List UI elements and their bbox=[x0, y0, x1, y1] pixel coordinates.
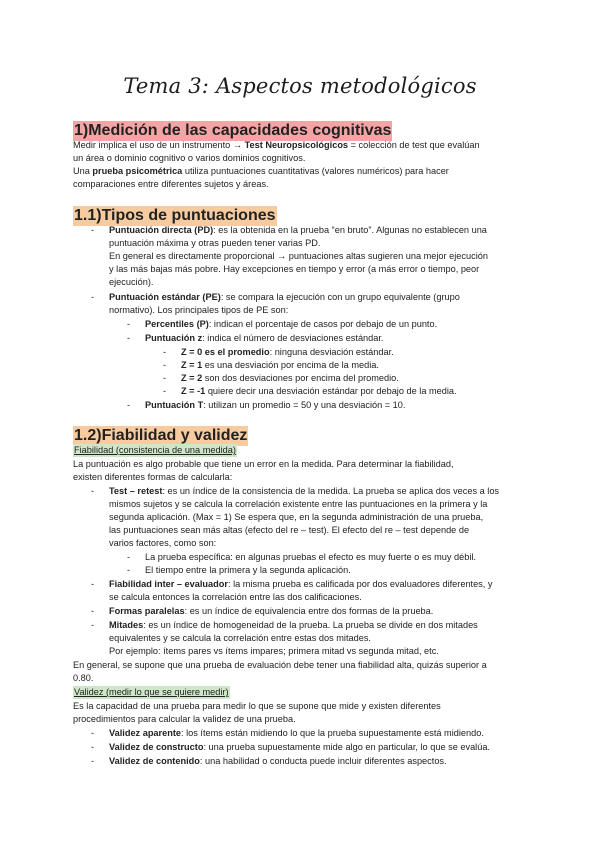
subheading-validez: Validez (medir lo que se quiere medir) bbox=[74, 687, 229, 697]
list-item: Z = 0 es el promedio: ninguna desviación estándar. bbox=[181, 347, 394, 357]
bullet-dash: - bbox=[163, 373, 167, 383]
list-item: Mitades: es un índice de homogeneidad de la prueba. La prueba se divide en dos mitades bbox=[109, 620, 478, 630]
page-title: Tema 3: Aspectos metodológicos bbox=[123, 74, 477, 98]
list-item: Puntuación directa (PD): es la obtenida en la prueba “en bruto”. Algunas no establecen una bbox=[109, 225, 487, 235]
paragraph-line: existen diferentes formas de calcularla: bbox=[73, 472, 233, 482]
paragraph-line: Una prueba psicométrica utiliza puntuaciones cuantitativas (valores numéricos) para hacer bbox=[73, 166, 449, 176]
list-item: Percentiles (P): indican el porcentaje de casos por debajo de un punto. bbox=[145, 319, 438, 329]
list-item: Z = 1 es una desviación por encima de la media. bbox=[181, 360, 379, 370]
bullet-dash: - bbox=[163, 347, 167, 357]
list-item-line: varios factores, como son: bbox=[109, 538, 217, 548]
paragraph-line: comparaciones entre diferentes sujetos y áreas. bbox=[73, 179, 269, 189]
list-item-line: En general es directamente proporcional → puntuaciones altas sugieren una mejor ejecución bbox=[109, 251, 488, 261]
bullet-dash: - bbox=[91, 225, 95, 235]
paragraph-line: 0.80. bbox=[73, 673, 94, 683]
list-item-line: y las más bajas más pobre. Hay excepciones en tiempo y error (a más error o tiempo, peor bbox=[109, 264, 480, 274]
bullet-dash: - bbox=[91, 606, 95, 616]
paragraph-line: La puntuación es algo probable que tiene un error en la medida. Para determinar la fiabilidad, bbox=[73, 459, 454, 469]
paragraph-line: procedimientos para calcular la validez de una prueba. bbox=[73, 714, 296, 724]
list-item-line: equivalentes y se calcula la correlación entre estas dos mitades. bbox=[109, 633, 371, 643]
bullet-dash: - bbox=[127, 319, 131, 329]
list-item-line: normativo). Los principales tipos de PE son: bbox=[109, 305, 289, 315]
bullet-dash: - bbox=[127, 552, 131, 562]
paragraph-line: Es la capacidad de una prueba para medir lo que se supone que mide y existen diferentes bbox=[73, 701, 441, 711]
section-heading-tipos-puntuaciones: 1.1)Tipos de puntuaciones bbox=[74, 207, 276, 224]
section-heading-fiabilidad-validez: 1.2)Fiabilidad y validez bbox=[74, 427, 248, 444]
bullet-dash: - bbox=[91, 742, 95, 752]
bullet-dash: - bbox=[91, 486, 95, 496]
bullet-dash: - bbox=[91, 579, 95, 589]
list-item-line: segunda aplicación. (Max = 1) Se espera que, en la segunda administración de una prueba, bbox=[109, 512, 484, 522]
list-item: Validez aparente: los ítems están midiendo lo que la prueba supuestamente está midiendo. bbox=[109, 728, 484, 738]
list-item: Puntuación z: indica el número de desviaciones estándar. bbox=[145, 333, 384, 343]
list-item: Z = 2 son dos desviaciones por encima del promedio. bbox=[181, 373, 399, 383]
bullet-dash: - bbox=[91, 756, 95, 766]
bullet-dash: - bbox=[163, 360, 167, 370]
list-item: Puntuación T: utilizan un promedio = 50 y una desviación = 10. bbox=[145, 400, 406, 410]
list-item: La prueba específica: en algunas pruebas el efecto es muy fuerte o es muy débil. bbox=[145, 552, 476, 562]
list-item-line: Por ejemplo: ítems pares vs ítems impares; primera mitad vs segunda mitad, etc. bbox=[109, 646, 439, 656]
list-item: Puntuación estándar (PE): se compara la ejecución con un grupo equivalente (grupo bbox=[109, 292, 460, 302]
bullet-dash: - bbox=[127, 565, 131, 575]
list-item: Validez de constructo: una prueba supuestamente mide algo en particular, lo que se evalúa. bbox=[109, 742, 490, 752]
bullet-dash: - bbox=[127, 400, 131, 410]
list-item-line: puntuación máxima y otras pueden tener varias PD. bbox=[109, 238, 321, 248]
bullet-dash: - bbox=[91, 292, 95, 302]
list-item: El tiempo entre la primera y la segunda aplicación. bbox=[145, 565, 351, 575]
subheading-fiabilidad: Fiabilidad (consistencia de una medida) bbox=[74, 445, 236, 455]
list-item: Test – retest: es un índice de la consistencia de la medida. La prueba se aplica dos veces a los bbox=[109, 486, 500, 496]
list-item-line: ejecución). bbox=[109, 277, 154, 287]
paragraph-line: Medir implica el uso de un instrumento → Test Neuropsicológicos = colección de test que evalúan bbox=[73, 140, 480, 150]
paragraph-line: En general, se supone que una prueba de evaluación debe tener una fiabilidad alta, quizás superior a bbox=[73, 660, 487, 670]
list-item: Fiabilidad inter – evaluador: la misma prueba es calificada por dos evaluadores diferentes, y bbox=[109, 579, 493, 589]
list-item-line: se calcula entonces la correlación entre las dos calificaciones. bbox=[109, 592, 362, 602]
list-item-line: las puntuaciones sean más altas (efecto del re – test). El efecto del re – test depende de bbox=[109, 525, 470, 535]
section-heading-medicion: 1)Medición de las capacidades cognitivas bbox=[74, 122, 392, 139]
list-item: Formas paralelas: es un índice de equivalencia entre dos formas de la prueba. bbox=[109, 606, 434, 616]
bullet-dash: - bbox=[91, 728, 95, 738]
paragraph-line: un área o dominio cognitivo o varios dominios cognitivos. bbox=[73, 153, 306, 163]
bullet-dash: - bbox=[127, 333, 131, 343]
bullet-dash: - bbox=[163, 386, 167, 396]
bullet-dash: - bbox=[91, 620, 95, 630]
list-item: Z = -1 quiere decir una desviación estándar por debajo de la media. bbox=[181, 386, 457, 396]
list-item-line: mismos sujetos y se calcula la correlación existente entre las puntuaciones en la primera y la bbox=[109, 499, 488, 509]
list-item: Validez de contenido: una habilidad o conducta puede incluir diferentes aspectos. bbox=[109, 756, 447, 766]
